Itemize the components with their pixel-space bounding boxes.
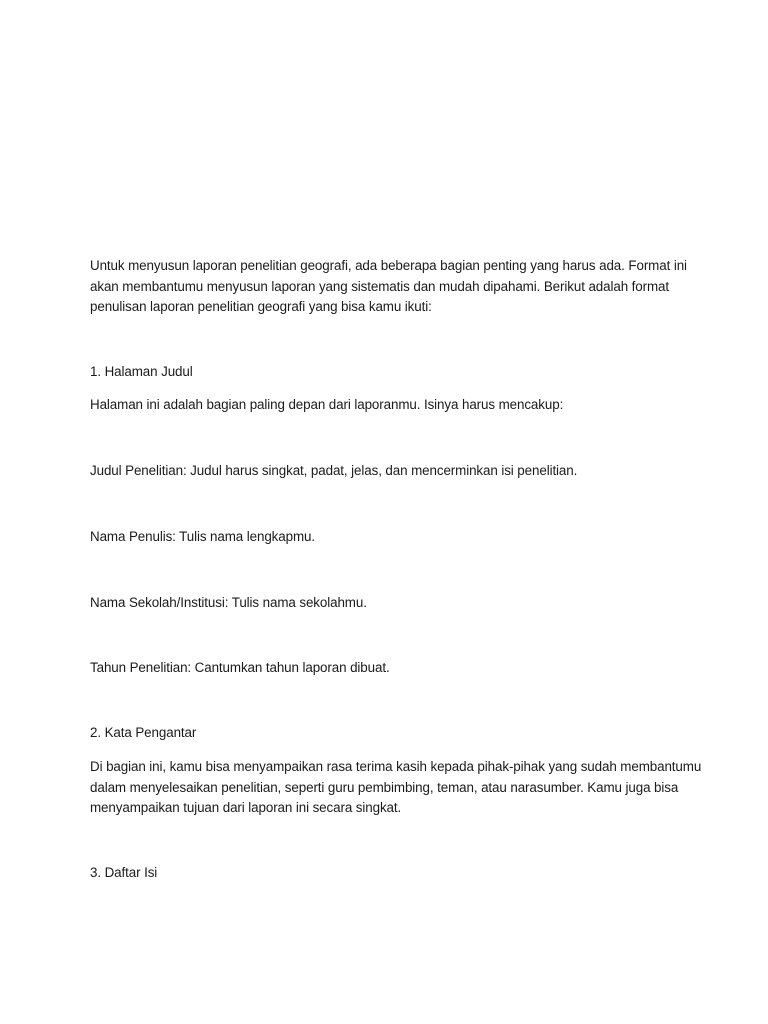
section-heading-kata-pengantar: 2. Kata Pengantar xyxy=(90,725,197,740)
list-item-tahun-penelitian: Tahun Penelitian: Cantumkan tahun laporan dibuat. xyxy=(90,660,390,675)
list-item-nama-sekolah: Nama Sekolah/Institusi: Tulis nama sekolahmu. xyxy=(90,595,367,610)
intro-line: akan membantumu menyusun laporan yang sistematis dan mudah dipahami. Berikut adalah format xyxy=(90,278,670,294)
section-heading-daftar-isi: 3. Daftar Isi xyxy=(90,865,158,880)
intro-line: Untuk menyusun laporan penelitian geografi, ada beberapa bagian penting yang harus ada. Format ini xyxy=(90,258,687,273)
list-item-nama-penulis: Nama Penulis: Tulis nama lengkapmu. xyxy=(90,529,315,544)
section-heading-halaman-judul: 1. Halaman Judul xyxy=(90,364,193,379)
kata-pengantar-paragraph xyxy=(90,757,702,819)
intro-paragraph xyxy=(90,256,690,318)
kata-pengantar-line: Di bagian ini, kamu bisa menyampaikan rasa terima kasih kepada pihak-pihak yang sudah membantumu xyxy=(90,759,702,774)
kata-pengantar-line: menyampaikan tujuan dari laporan ini secara singkat. xyxy=(90,800,402,815)
kata-pengantar-line: dalam menyelesaikan penelitian, seperti guru pembimbing, teman, atau narasumber. Kamu juga bisa xyxy=(90,779,679,795)
intro-line: penulisan laporan penelitian geografi yang bisa kamu ikuti: xyxy=(90,299,432,314)
list-item-judul-penelitian: Judul Penelitian: Judul harus singkat, padat, jelas, dan mencerminkan isi penelitian. xyxy=(90,463,578,478)
section-description-halaman-judul: Halaman ini adalah bagian paling depan dari laporanmu. Isinya harus mencakup: xyxy=(90,397,564,412)
